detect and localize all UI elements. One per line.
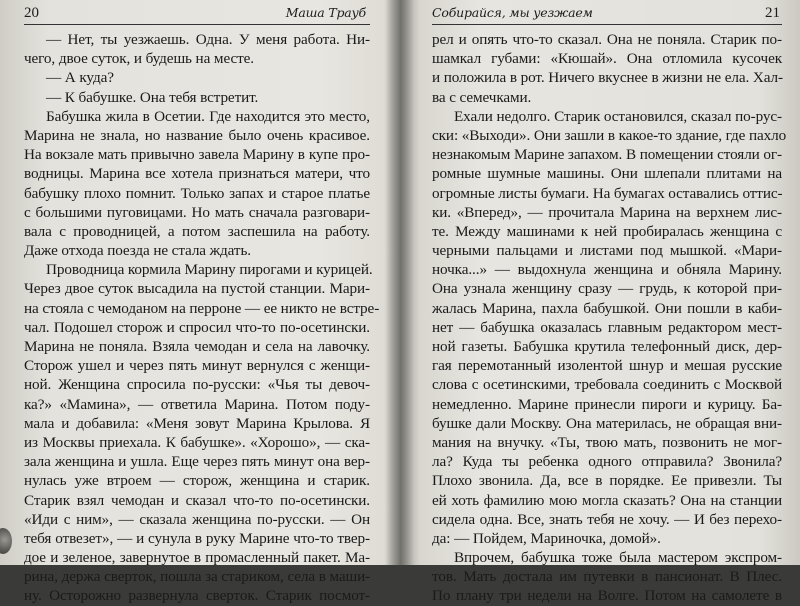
left-page-text (24, 30, 380, 606)
text-line: гая перемотанный изолентой шнур и мешая русские (432, 357, 782, 375)
text-line: ну. Осторожно развернула сверток. Старик посмот- (24, 587, 370, 605)
right-page-number: 21 (765, 5, 780, 21)
text-line: ночка...» — выдохнула женщина и обняла Марину. (432, 261, 782, 279)
right-page-text (432, 30, 787, 606)
text-line: шамкал губами: «Кюшай». Она отломила кусочек (432, 50, 782, 68)
text-line: с большими пуговицами. Но мать сначала разговари- (24, 203, 370, 221)
text-line: — К бабушке. Она тебя встретит. (46, 88, 259, 106)
text-line: ной. Женщина спросила по-русски: «Чья ты девоч- (24, 376, 370, 394)
text-line: и положила в рот. Ничего вкуснее в жизни не ела. Хал- (432, 69, 783, 87)
text-line: мания на внучку. «Ты, твою мать, позвонить не мог- (432, 433, 782, 451)
text-line: водницы. Марина все хотела признаться матери, что (24, 165, 370, 183)
text-line: ва с семечками. (432, 88, 532, 106)
text-line: — А куда? (46, 69, 114, 87)
text-line: огромные листы бумаги. На бумагах оставались оттис- (432, 184, 783, 202)
text-line: По плану три недели на Волге. Потом на самолете в (432, 587, 782, 605)
text-line: чего, двое суток, и будешь на месте. (24, 50, 254, 68)
text-line: слова с осетинскими, требовала соединить с Москвой (432, 376, 782, 394)
text-line: Марина не знала, но название было очень красивое. (24, 126, 370, 144)
text-line: — Нет, ты уезжаешь. Одна. У меня работа. Ни- (46, 31, 370, 48)
text-line: Старик взял чемодан и сказал что-то по-осетински. (24, 491, 370, 509)
left-page (24, 0, 380, 605)
left-page-header (24, 4, 370, 25)
text-line: Даже отхода поезда не стала ждать. (24, 242, 251, 260)
text-line: ски: «Выходи». Они зашли в какое-то здание, где пахло (432, 126, 787, 144)
text-line: Ехали недолго. Старик остановился, сказал по-рус- (454, 107, 782, 125)
text-line: вала с проводницей, а потом заспешила на работу. (24, 222, 370, 240)
text-line: ка?» «Мамина», — ответила Марина. Потом поду- (24, 395, 370, 413)
text-line: Бабушка жила в Осетии. Где находится это место, (46, 107, 370, 125)
text-line: чал. Подошел сторож и спросил что-то по-осетински. (24, 318, 370, 336)
text-line: незнакомым Марине запахом. В помещении стояли ог- (432, 146, 782, 164)
text-line: ки. «Вперед», — прочитала Марина на верхнем лис- (432, 203, 782, 221)
text-line: на стояла с чемоданом на перроне — ее никто не встре- (24, 299, 380, 317)
text-line: тебя отвезет», — и сунула в руку Марине что-то твер- (24, 529, 370, 547)
text-line: рел и опять что-то сказал. Она не поняла. Старик по- (432, 31, 782, 48)
text-line: бушке дали Москву. Она материлась, не обращая вни- (432, 414, 782, 432)
text-line: зала женщина и ушла. Еще через пять минут она вер- (24, 453, 370, 471)
text-line: «Иди с ним», — сказала женщина по-русски. — Он (24, 510, 370, 528)
text-line: дое и зеленое, завернутое в промасленный пакет. Ма- (24, 549, 370, 567)
text-line: ла? Куда ты ребенка одного отправила? Звонила? (432, 453, 782, 471)
text-line: из Москвы приехала. К бабушке». «Хорошо», — ска- (24, 433, 370, 451)
text-line: Она узнала женщину сразу — грудь, к которой при- (432, 280, 782, 298)
text-line: мала и добавила: «Меня зовут Марина Крылова. Я (24, 414, 370, 432)
text-line: тов. Мать достала им путевки в пансионат. В Плес. (432, 568, 782, 586)
left-running-header: Маша Трауб (285, 5, 366, 20)
page-clip-shadow (0, 528, 12, 554)
text-line: бабушку плохо помнит. Только запах и старое платье (24, 184, 370, 202)
text-line: да: — Пойдем, Мариночка, домой». (432, 529, 661, 547)
text-line: ей хоть фамилию мою могла сказать? Она на станции (432, 491, 782, 509)
text-line: рина, держа сверток, пошла за стариком, села в маши- (24, 568, 371, 586)
right-page (432, 0, 787, 605)
text-line: жалась Марина, пахла бабушкой. Они пошли в каби- (432, 299, 782, 317)
text-line: Проводница кормила Марину пирогами и курицей. (46, 261, 373, 279)
text-line: ромные шумные машины. Они шлепали плитами на (432, 165, 782, 183)
text-line: черными пальцами и листами под мышкой. «Мари- (432, 242, 782, 260)
text-line: Впрочем, бабушка тоже была мастером экспром- (454, 549, 782, 567)
text-line: нет — бабушка оказалась главным редактором мест- (432, 318, 782, 336)
text-line: немедленно. Марине принесли пироги и курицу. Ба- (432, 395, 782, 413)
text-line: Сторож ушел и через пять минут вернулся с женщи- (24, 357, 370, 375)
text-line: те. Между машинами к ней пробиралась женщина с (432, 222, 782, 240)
text-line: На вокзале мать привычно завела Марину в купе про- (24, 146, 370, 164)
text-line: нулась уже втроем — сторож, женщина и старик. (24, 472, 370, 490)
text-line: Марина не поняла. Взяла чемодан и села на лавочку. (24, 338, 370, 355)
book-gutter (386, 0, 414, 565)
right-page-header (432, 4, 782, 25)
text-line: сидела одна. Все, знать тебя не хочу. — И без перехо- (432, 510, 782, 528)
text-line: Плохо звонила. Да, все в порядке. Ее привезли. Ты (432, 472, 782, 490)
text-line: ной газеты. Бабушка крутила телефонный диск, дер- (432, 338, 782, 355)
right-running-header: Собирайся, мы уезжаем (432, 5, 593, 20)
left-page-number: 20 (24, 5, 39, 21)
text-line: Через двое суток высадила на пустой станции. Мари- (24, 280, 370, 298)
